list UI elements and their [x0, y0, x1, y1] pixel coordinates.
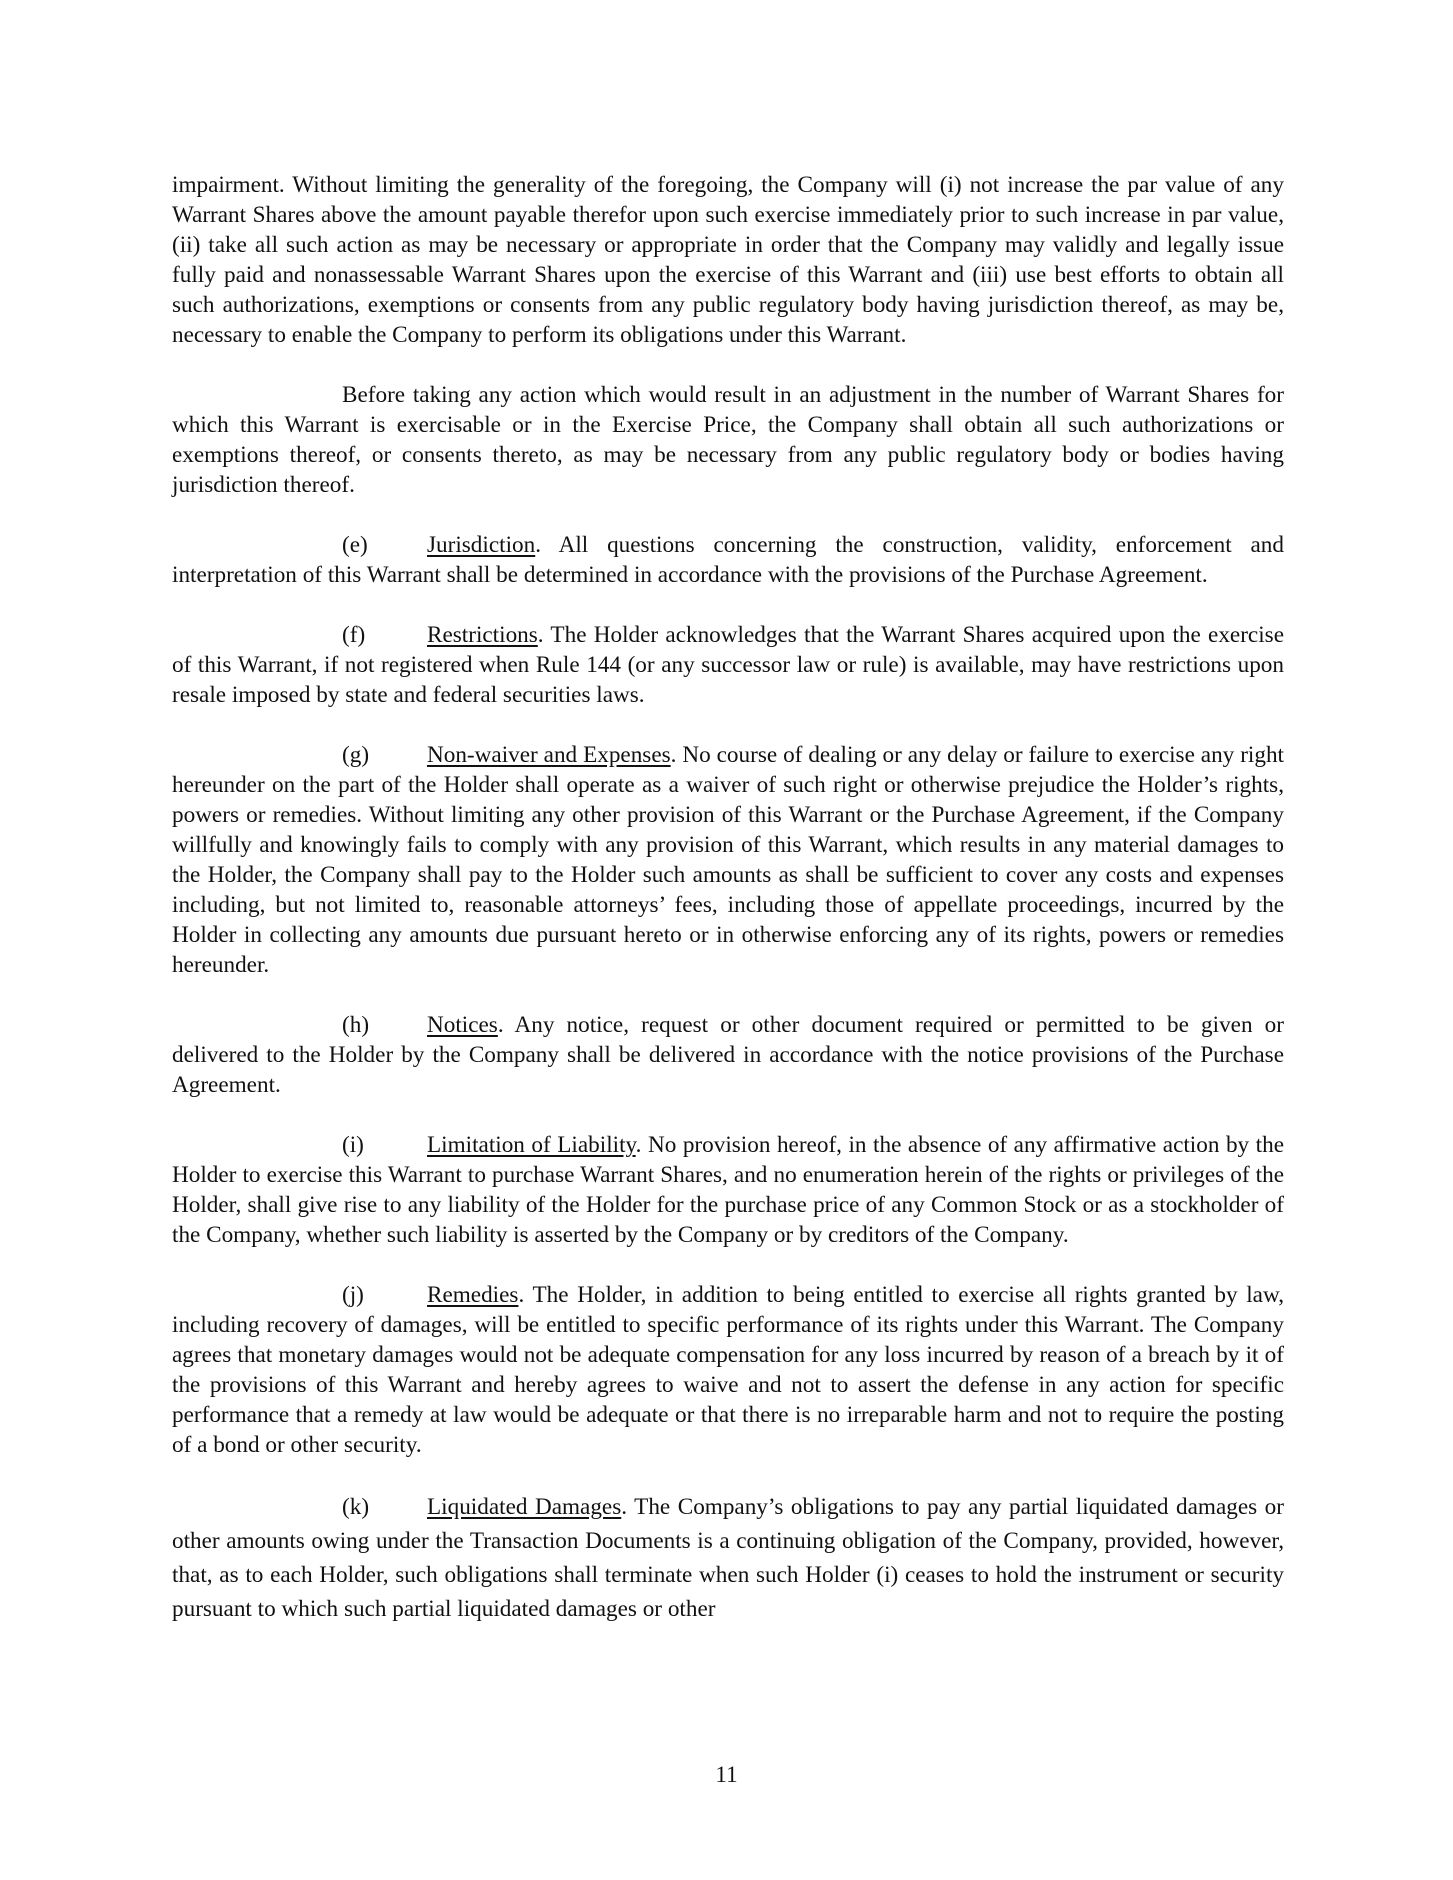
section-marker: (h)	[342, 1012, 370, 1038]
section-text: . No course of dealing or any delay or failure to exercise any right hereunder on the part of the Holder shall operate as a waiver of such right or otherwise prejudice the Holder’s rights, powers or remedies. Without limiting any other provision of this Warrant or the Purchase Agreement, if the Company willfully and knowingly fails to comply with any provision of this Warrant, which results in any material damages to the Holder, the Company shall pay to the Holder such amounts as shall be sufficient to cover any costs and expenses including, but not limited to, reasonable attorneys’ fees, including those of appellate proceedings, incurred by the Holder in collecting any amounts due pursuant hereto or in otherwise enforcing any of its rights, powers or remedies hereunder.	[172, 742, 1284, 978]
section-marker: (e)	[342, 532, 368, 558]
section-j-remedies	[172, 1280, 1284, 1460]
section-f-restrictions	[172, 620, 1284, 710]
page-number: 11	[715, 1762, 738, 1787]
section-heading: Non-waiver and Expenses	[427, 742, 671, 768]
section-marker: (k)	[342, 1494, 370, 1520]
section-text: . The Company’s obligations to pay any partial liquidated damages or other amounts owing under the Transaction Documents is a continuing obligation of the Company, provided, however, that, as to each Holder, such obligations shall terminate when such Holder (i) ceases to hold the instrument or security pursuant to which such partial liquidated damages or other	[172, 1494, 1284, 1622]
section-heading: Notices	[427, 1012, 498, 1038]
section-marker: (j)	[342, 1282, 364, 1308]
section-e-jurisdiction	[172, 530, 1284, 590]
section-marker: (f)	[342, 622, 366, 648]
paragraph-regulatory-approvals: Before taking any action which would result in an adjustment in the number of Warrant Shares for which this Warrant is exercisable or in the Exercise Price, the Company shall obtain all such authorizations or exemptions thereof, or consents thereto, as may be necessary from any public regulatory body or bodies having jurisdiction thereof.	[172, 382, 1284, 498]
section-heading: Remedies	[427, 1282, 519, 1308]
section-text: . All questions concerning the construction, validity, enforcement and interpretation of this Warrant shall be determined in accordance with the provisions of the Purchase Agreement.	[172, 532, 1284, 588]
section-marker: (g)	[342, 742, 370, 768]
paragraph-impairment: impairment. Without limiting the generality of the foregoing, the Company will (i) not increase the par value of any Warrant Shares above the amount payable therefor upon such exercise immediately prior to such increase in par value, (ii) take all such action as may be necessary or appropriate in order that the Company may validly and legally issue fully paid and nonassessable Warrant Shares upon the exercise of this Warrant and (iii) use best efforts to obtain all such authorizations, exemptions or consents from any public regulatory body having jurisdiction thereof, as may be, necessary to enable the Company to perform its obligations under this Warrant.	[172, 172, 1284, 348]
section-heading: Liquidated Damages	[427, 1494, 622, 1520]
section-i-limitation-of-liability	[172, 1130, 1284, 1250]
section-marker: (i)	[342, 1132, 364, 1158]
section-g-non-waiver	[172, 740, 1284, 980]
section-text: . The Holder acknowledges that the Warrant Shares acquired upon the exercise of this Warrant, if not registered when Rule 144 (or any successor law or rule) is available, may have restrictions upon resale imposed by state and federal securities laws.	[172, 622, 1284, 708]
section-k-liquidated-damages	[172, 1490, 1284, 1626]
section-text: . The Holder, in addition to being entitled to exercise all rights granted by law, including recovery of damages, will be entitled to specific performance of its rights under this Warrant. The Company agrees that monetary damages would not be adequate compensation for any loss incurred by reason of a breach by it of the provisions of this Warrant and hereby agrees to waive and not to assert the defense in any action for specific performance that a remedy at law would be adequate or that there is no irreparable harm and not to require the posting of a bond or other security.	[172, 1282, 1284, 1458]
document-page	[172, 170, 1284, 1656]
section-heading: Restrictions	[427, 622, 538, 648]
section-text: . Any notice, request or other document required or permitted to be given or delivered to the Holder by the Company shall be delivered in accordance with the notice provisions of the Purchase Agreement.	[172, 1012, 1284, 1098]
section-h-notices	[172, 1010, 1284, 1100]
section-heading: Limitation of Liability	[427, 1132, 636, 1158]
section-heading: Jurisdiction	[427, 532, 536, 558]
section-text: . No provision hereof, in the absence of any affirmative action by the Holder to exercise this Warrant to purchase Warrant Shares, and no enumeration herein of the rights or privileges of the Holder, shall give rise to any liability of the Holder for the purchase price of any Common Stock or as a stockholder of the Company, whether such liability is asserted by the Company or by creditors of the Company.	[172, 1132, 1285, 1248]
